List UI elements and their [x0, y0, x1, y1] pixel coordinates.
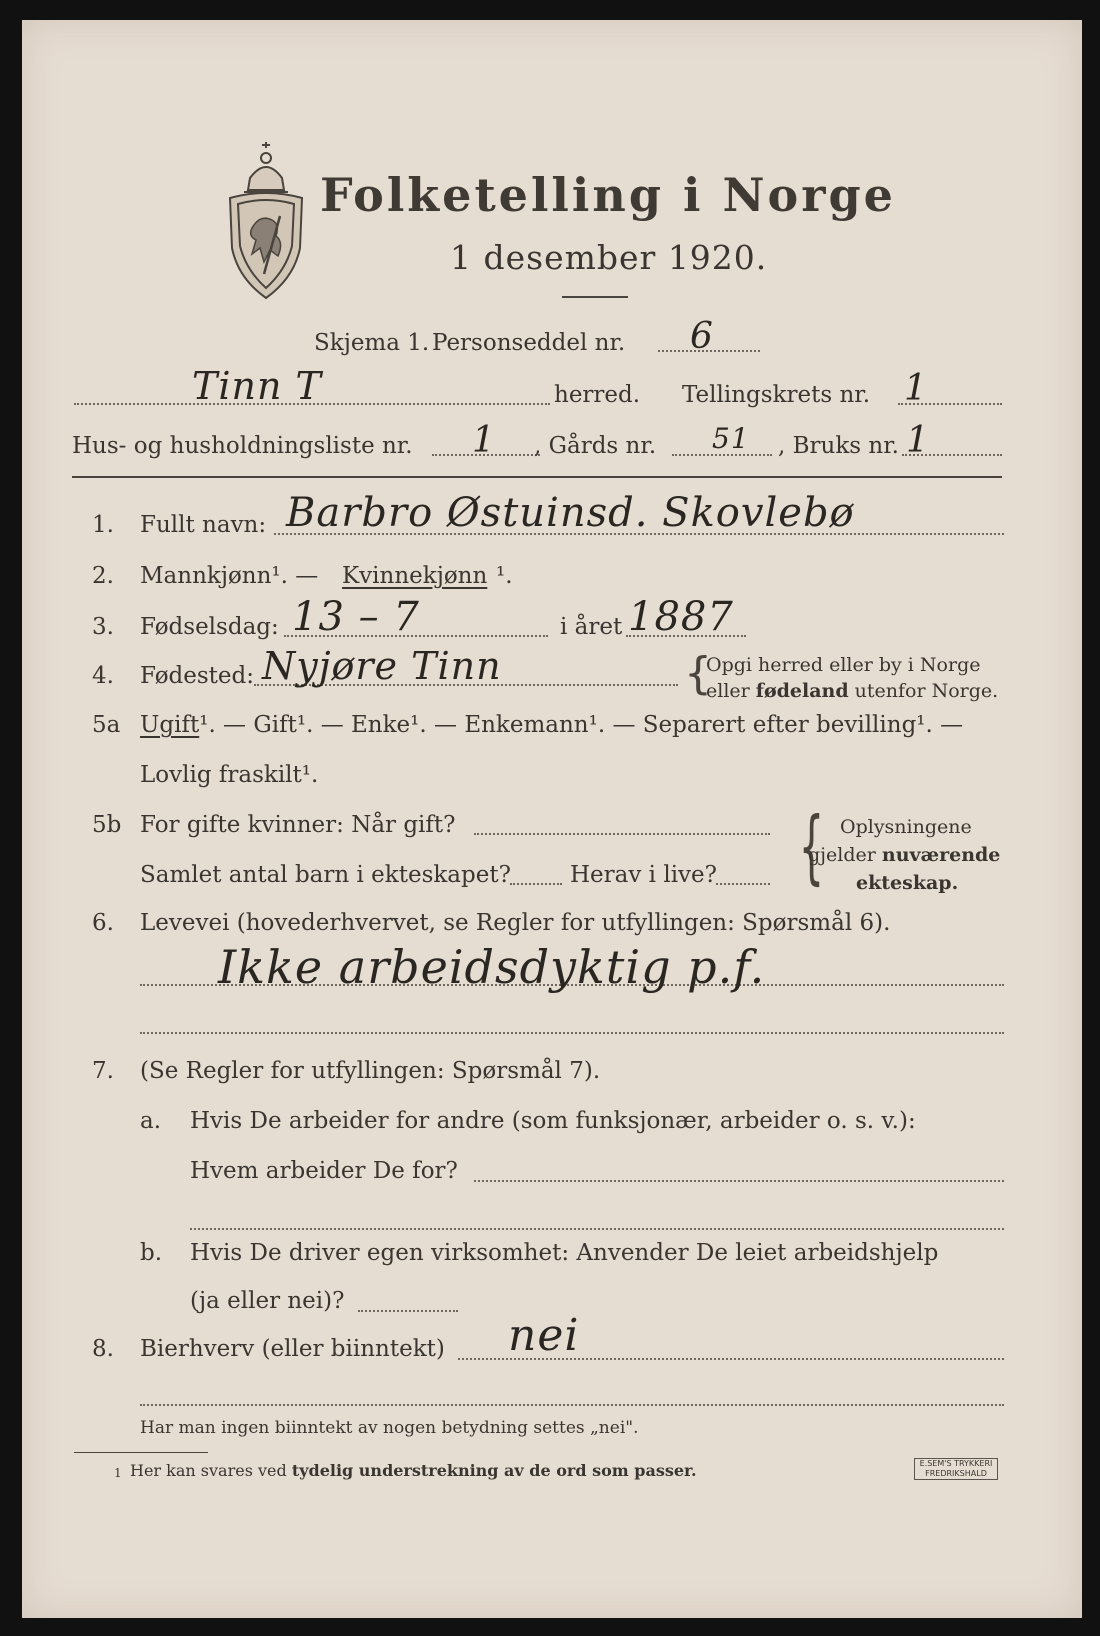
hus-label: Hus- og husholdningsliste nr. — [72, 433, 413, 459]
q5b-children-label: Samlet antal barn i ekteskapet? — [140, 862, 511, 888]
q3-year-label: i året — [560, 614, 623, 640]
q6-occupation-value: Ikke arbeidsdyktig p.f. — [218, 940, 766, 994]
q7b-line2: (ja eller nei)? — [190, 1288, 345, 1314]
bruks-value: 1 — [906, 420, 930, 461]
q4-brace: { — [684, 648, 712, 699]
q4-note-line2: eller fødeland utenfor Norge. — [706, 680, 999, 702]
herred-value: Tinn T — [192, 364, 322, 408]
gards-label: , Gårds nr. — [534, 433, 657, 459]
q7a-letter: a. — [140, 1108, 162, 1134]
q5b-children-dotted-line — [510, 883, 562, 885]
q3-label: Fødselsdag: — [140, 614, 279, 640]
title-divider — [562, 296, 628, 298]
q1-label: Fullt navn: — [140, 512, 267, 538]
q5a-options: Ugift¹. — Gift¹. — Enke¹. — Enkemann¹. — Separert efter bevilling¹. — — [140, 712, 964, 738]
q5b-line1: For gifte kvinner: Når gift? — [140, 812, 456, 838]
q5a-number: 5a — [92, 712, 121, 738]
q1-full-name-value: Barbro Østuinsd. Skovlebø — [286, 490, 855, 536]
footnote-divider — [74, 1452, 208, 1453]
q5b-number: 5b — [92, 812, 122, 838]
q7a-dotted-line-1 — [474, 1180, 1004, 1182]
personseddel-value: 6 — [690, 316, 714, 357]
q7b-line1: Hvis De driver egen virksomhet: Anvender De leiet arbeidshjelp — [190, 1240, 939, 1266]
printer-stamp: E.SEM'S TRYKKERI FREDRIKSHALD — [914, 1458, 998, 1480]
q8-secondary-income-value: nei — [508, 1310, 580, 1361]
tellingskrets-value: 1 — [904, 368, 928, 409]
q7b-letter: b. — [140, 1240, 163, 1266]
q6-dotted-line-2 — [140, 1032, 1004, 1034]
q4-label: Fødested: — [140, 663, 255, 689]
q4-number: 4. — [92, 663, 114, 689]
q4-note-line1: Opgi herred eller by i Norge — [706, 654, 981, 676]
q3-birth-year-value: 1887 — [628, 594, 734, 640]
q6-label: Levevei (hovederhvervet, se Regler for utfyllingen: Spørsmål 6). — [140, 910, 891, 936]
q6-number: 6. — [92, 910, 114, 936]
gards-value: 51 — [712, 422, 750, 455]
q7a-line1: Hvis De arbeider for andre (som funksjonær, arbeider o. s. v.): — [190, 1108, 916, 1134]
schema-label: Skjema 1. — [314, 330, 430, 356]
q5b-note-line1: Oplysningene — [840, 816, 972, 838]
header-divider — [72, 476, 1002, 478]
q7b-dotted-line — [358, 1310, 458, 1312]
q7-number: 7. — [92, 1058, 114, 1084]
q5a-line2: Lovlig fraskilt¹. — [140, 762, 319, 788]
q5b-brace: { — [798, 800, 825, 893]
q2-female-sup: ¹. — [496, 563, 513, 589]
q8-number: 8. — [92, 1336, 114, 1362]
q7a-dotted-line-2 — [190, 1228, 1004, 1230]
census-date: 1 desember 1920. — [450, 238, 768, 277]
q8-dotted-line-2 — [140, 1404, 1004, 1406]
biinntekt-note: Har man ingen biinntekt av nogen betydning settes „nei". — [140, 1418, 639, 1438]
herred-label: herred. — [554, 382, 641, 408]
q7a-line2: Hvem arbeider De for? — [190, 1158, 458, 1184]
q5b-married-dotted-line — [474, 833, 770, 835]
footnote-number: 1 — [114, 1466, 122, 1480]
bruks-label: , Bruks nr. — [778, 433, 899, 459]
q2-female-option-underlined: Kvinnekjønn — [342, 563, 488, 589]
norwegian-coat-of-arms-icon — [220, 138, 312, 303]
q2-number: 2. — [92, 563, 114, 589]
q2-male-option: Mannkjønn¹. — — [140, 563, 319, 589]
q7-label: (Se Regler for utfyllingen: Spørsmål 7). — [140, 1058, 601, 1084]
tellingskrets-label: Tellingskrets nr. — [682, 382, 871, 408]
q5b-alive-dotted-line — [716, 883, 770, 885]
footnote-text: Her kan svares ved tydelig understrekning av de ord som passer. — [130, 1461, 697, 1480]
q4-birthplace-value: Nyjøre Tinn — [262, 644, 502, 688]
q5b-note-line2: gjelder nuværende — [808, 844, 1001, 866]
q1-number: 1. — [92, 512, 114, 538]
personseddel-label: Personseddel nr. — [432, 330, 626, 356]
q3-number: 3. — [92, 614, 114, 640]
q3-birthday-value: 13 – 7 — [292, 594, 420, 640]
q5b-alive-label: Herav i live? — [570, 862, 717, 888]
q5b-note-line3: ekteskap. — [856, 872, 959, 894]
hus-value: 1 — [472, 420, 496, 461]
q5a-ugift-underlined: Ugift — [140, 712, 200, 738]
q8-label: Bierhverv (eller biinntekt) — [140, 1336, 445, 1362]
census-form-page — [22, 20, 1082, 1618]
form-title: Folketelling i Norge — [320, 168, 896, 222]
